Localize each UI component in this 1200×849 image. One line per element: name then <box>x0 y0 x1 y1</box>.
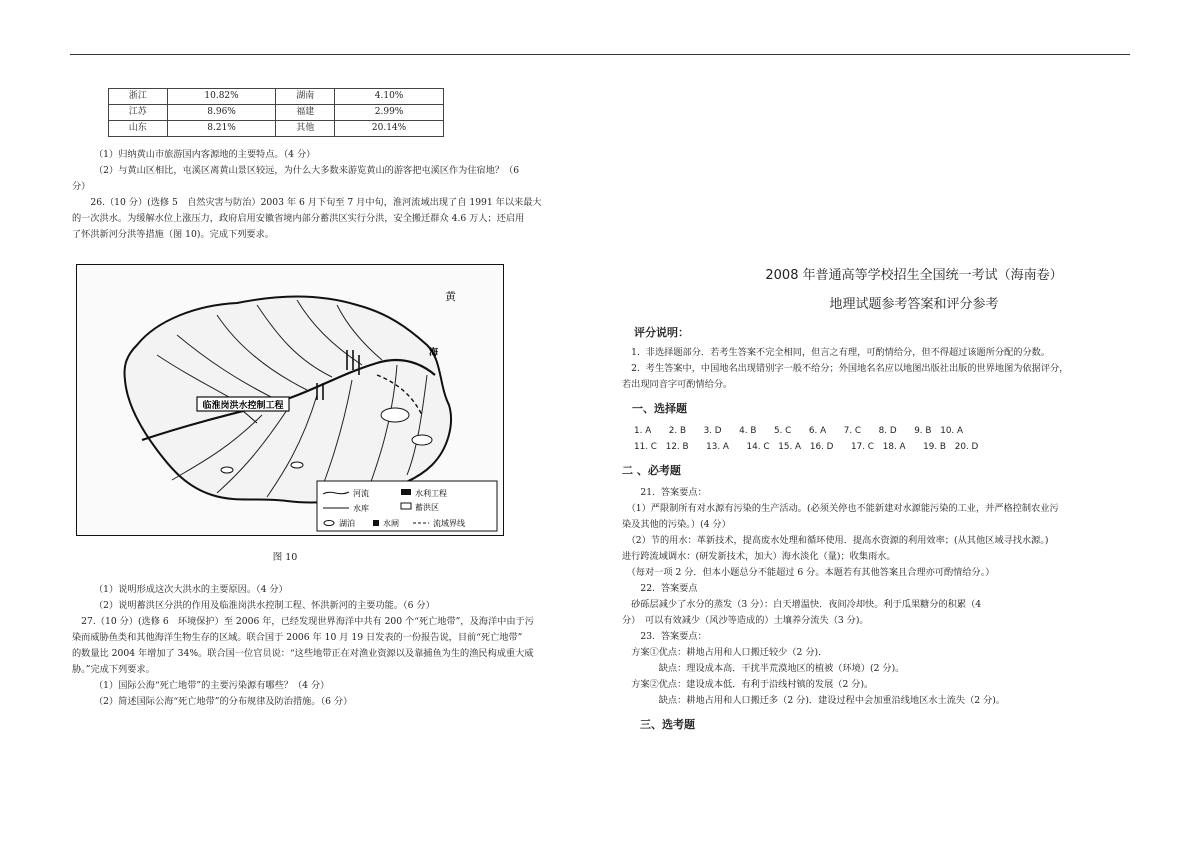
question-text: 26.（10 分）(选修 5 自然灾害与防治）2003 年 6 月下旬至 7 月中旬，淮河流域出现了自 1991 年以来最大 <box>72 197 542 208</box>
right-column <box>622 268 1132 733</box>
table-row <box>109 89 444 105</box>
sea-label: 海 <box>429 348 439 358</box>
lake <box>381 408 409 422</box>
table-cell: 山东 <box>109 121 168 137</box>
scoring-heading: 评分说明： <box>634 326 689 339</box>
table-cell: 4.10% <box>335 89 444 105</box>
answer-line: 方案②优点：建设成本低．有利于沿线村镇的发展（2 分)。 <box>622 679 874 690</box>
reservoir <box>291 462 303 468</box>
table-cell: 福建 <box>276 105 335 121</box>
figure-caption: 图 10 <box>272 552 298 563</box>
answer-line: 23. 答案要点： <box>622 631 707 642</box>
answer-line: 21. 答案要点： <box>622 487 707 498</box>
legend-label: 水库 <box>353 504 369 513</box>
scoring-note: 1. 非选择题部分．若考生答案不完全相同，但言之有理，可酌情给分，但不得超过该题所分配的分数。 <box>622 347 1051 358</box>
answer-line: （每对一项 2 分．但本小题总分不能超过 6 分。本题若有其他答案且合理亦可酌情给分。） <box>622 567 995 578</box>
table-cell: 8.21% <box>167 121 276 137</box>
legend-label: 水利工程 <box>415 489 447 498</box>
legend-label: 湖泊 <box>339 519 355 528</box>
huaihe-basin-map <box>76 264 504 536</box>
reservoir <box>221 467 233 473</box>
answer-line: 方案①优点：耕地占用和人口搬迁较少（2 分)． <box>622 647 828 658</box>
answer-title: 2008 年普通高等学校招生全国统一考试（海南卷） <box>765 268 1063 283</box>
question-text: （1）归纳黄山市旅游国内客源地的主要特点。（4 分） <box>94 149 316 160</box>
choice-answers: 11. C 12. B 13. A 14. C 15. A 16. D 17. C 18. A 19. B 20. D <box>634 442 979 452</box>
legend-label: 流域界线 <box>433 519 465 528</box>
table-cell: 其他 <box>276 121 335 137</box>
visitor-source-table <box>108 88 444 137</box>
answer-line: 砂砾层减少了水分的蒸发（3 分）：白天增温快．夜间冷却快。利于瓜果糖分的积累（4 <box>622 599 982 610</box>
table-cell: 8.96% <box>167 105 276 121</box>
answer-line: （1）严限制所有对水源有污染的生产活动。(必须关停也不能新建对水源能污染的工业，并严格控制农业污 <box>622 503 1059 514</box>
lake <box>412 435 432 445</box>
section-heading: 三、选考题 <box>640 718 695 731</box>
section-heading: 一、选择题 <box>632 402 687 415</box>
answer-line: 22. 答案要点 <box>622 583 698 594</box>
section-heading: 二 、必考题 <box>622 464 681 477</box>
legend-label: 蓄洪区 <box>415 503 439 512</box>
question-text: 的一次洪水。为缓解水位上涨压力，政府启用安徽省境内部分蓄洪区实行分洪，安全搬迁群众 4.6 万人；还启用 <box>72 213 525 224</box>
choice-answers: 1. A 2. B 3. D 4. B 5. C 6. A 7. C 8. D 9. B 10. A <box>634 426 964 436</box>
project-label: 临淮岗洪水控制工程 <box>202 401 284 411</box>
answer-line: 染及其他的污染。）(4 分） <box>622 519 731 530</box>
table-cell: 江苏 <box>109 105 168 121</box>
question-text: （2）与黄山区相比，屯溪区离黄山景区较远，为什么大多数来游览黄山的游客把屯溪区作为住宿地？（6 <box>94 165 520 176</box>
question-text: 胁。”完成下列要求。 <box>72 664 155 675</box>
table-row <box>109 121 444 137</box>
question-text: （2）简述国际公海“死亡地带”的分布规律及防治措施。（6 分） <box>94 696 353 707</box>
scoring-note: 2. 考生答案中，中国地名出现错别字一般不给分；外国地名名应以地图出版社出版的世界地图为依据评分， <box>622 363 1069 374</box>
table-cell: 20.14% <box>335 121 444 137</box>
answer-line: 缺点：理设成本高．干扰半荒漠地区的植被（环境）(2 分)。 <box>622 663 905 674</box>
question-text: （1）说明形成这次大洪水的主要原因。（4 分） <box>94 584 288 595</box>
question-text: （2）说明蓄洪区分洪的作用及临淮岗洪水控制工程、怀洪新河的主要功能。（6 分） <box>94 600 435 611</box>
map-drawing <box>77 265 503 535</box>
map-legend <box>317 481 497 531</box>
question-text: （1）国际公海“死亡地带”的主要污染源有哪些？（4 分） <box>94 680 330 691</box>
detention-legend-icon <box>401 503 411 509</box>
answer-line: 分） 可以有效减少（风沙等造成的）土壤养分流失（3 分)。 <box>622 615 869 626</box>
project-legend-icon <box>401 489 411 495</box>
header-rule <box>70 54 1130 55</box>
legend-label: 水闸 <box>383 519 399 528</box>
question-text: 染而威胁鱼类和其他海洋生物生存的区域。联合国于 2006 年 10 月 19 日发表的一份报告说，目前“死亡地带” <box>72 632 523 643</box>
answer-line: （2）节的用水：革新技术，提高废水处理和循环使用．提高水资源的利用效率；(从其他区域寻找水源。) <box>622 535 1049 546</box>
table-cell: 湖南 <box>276 89 335 105</box>
question-text: 27.（10 分）(选修 6 环境保护）至 2006 年，已经发现世界海洋中共有 200 个“死亡地带”，及海洋中由于污 <box>72 616 534 627</box>
left-column <box>72 88 592 707</box>
yellow-sea-label: 黄 <box>445 290 456 303</box>
question-text: 了怀洪新河分洪等措施（图 10)。完成下列要求。 <box>72 229 274 240</box>
lake-legend-icon <box>324 521 334 526</box>
question-text: 分） <box>72 181 91 192</box>
answer-subtitle: 地理试题参考答案和评分参考 <box>829 297 999 312</box>
table-cell: 2.99% <box>335 105 444 121</box>
answer-line: 缺点：耕地占用和人口搬迁多（2 分)．建设过程中会加重沿线地区水土流失（2 分)。 <box>622 695 1006 706</box>
question-text: 的数量比 2004 年增加了 34%。联合国一位官员说：“这些地带正在对渔业资源以及靠捕鱼为生的渔民构成重大威 <box>72 648 534 659</box>
table-cell: 浙江 <box>109 89 168 105</box>
answer-line: 进行跨流域调水：(研发新技术，加大）海水淡化（量)；收集雨水。 <box>622 551 896 562</box>
table-cell: 10.82% <box>167 89 276 105</box>
scoring-note: 若出现同音字可酌情给分。 <box>622 379 733 390</box>
legend-label: 河流 <box>353 489 369 498</box>
sluice-legend-icon <box>373 520 379 526</box>
table-row <box>109 105 444 121</box>
